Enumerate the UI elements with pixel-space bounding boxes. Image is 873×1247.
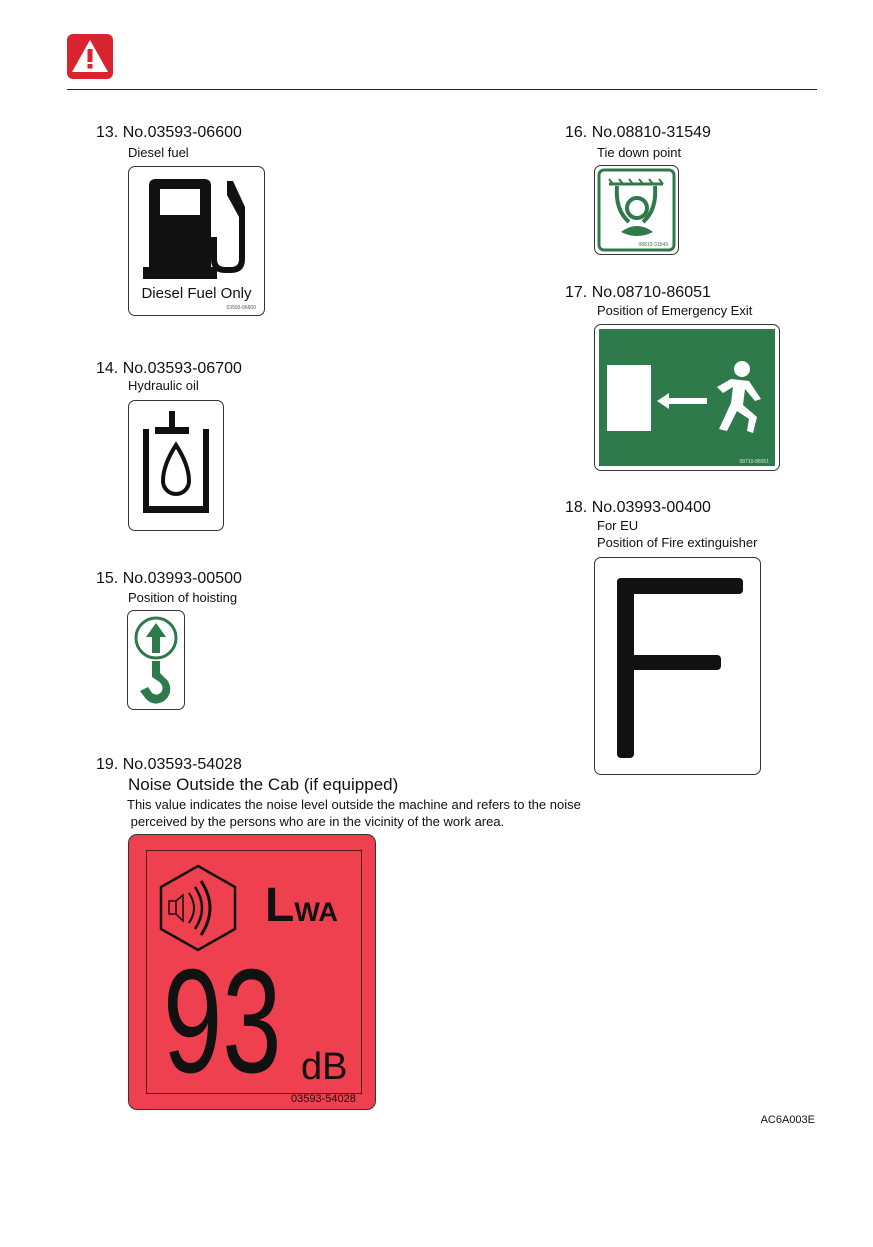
item-14-desc: Hydraulic oil	[128, 378, 199, 393]
item-19-title: Noise Outside the Cab (if equipped)	[128, 775, 399, 794]
emergency-exit-icon	[599, 329, 775, 466]
item-19-desc-2: perceived by the persons who are in the vicinity of the work area.	[127, 814, 505, 829]
item-19-number: 19. No.03593-54028	[96, 756, 242, 773]
hoisting-hook-icon	[128, 611, 184, 709]
item-15-desc: Position of hoisting	[128, 590, 238, 605]
fire-extinguisher-letter	[595, 558, 760, 774]
item-16-number: 16. No.08810-31549	[565, 124, 711, 141]
noise-label-code: 03593-54028	[291, 1093, 356, 1105]
noise-unit: dB	[301, 1046, 348, 1088]
diesel-label-code: 03593-06600	[226, 305, 256, 311]
item-18-desc-1: For EU	[597, 518, 639, 533]
figure-reference: AC6A003E	[760, 1114, 815, 1126]
noise-value: 93	[163, 939, 282, 1104]
fuel-pump-icon	[129, 167, 264, 287]
header-divider	[67, 89, 817, 90]
item-19-desc-1: This value indicates the noise level outside the machine and refers to the noise	[127, 797, 581, 812]
item-18-number: 18. No.03993-00400	[565, 499, 711, 516]
emergency-exit-code: 08710-86051	[739, 459, 769, 465]
item-14-number: 14. No.03593-06700	[96, 360, 242, 377]
hydraulic-oil-label	[128, 400, 224, 531]
item-16-desc: Tie down point	[597, 145, 682, 160]
tie-down-icon	[595, 166, 678, 254]
emergency-exit-label	[594, 324, 780, 471]
item-13-desc: Diesel fuel	[128, 145, 189, 160]
diesel-label-text: Diesel Fuel Only	[141, 285, 252, 302]
fire-extinguisher-label	[594, 557, 761, 775]
item-17-desc: Position of Emergency Exit	[597, 303, 753, 318]
diesel-fuel-label	[128, 166, 265, 316]
item-13-number: 13. No.03593-06600	[96, 124, 242, 141]
tie-down-code: 08810-31549	[638, 242, 668, 248]
lwa-label: LWA	[265, 879, 338, 932]
item-15-number: 15. No.03993-00500	[96, 570, 242, 587]
warning-triangle-icon	[67, 34, 113, 79]
tie-down-label	[594, 165, 679, 255]
item-17-number: 17. No.08710-86051	[565, 284, 711, 301]
hydraulic-oil-icon	[129, 401, 223, 530]
noise-label	[128, 834, 376, 1110]
item-18-desc-2: Position of Fire extinguisher	[597, 535, 758, 550]
hoisting-label	[127, 610, 185, 710]
